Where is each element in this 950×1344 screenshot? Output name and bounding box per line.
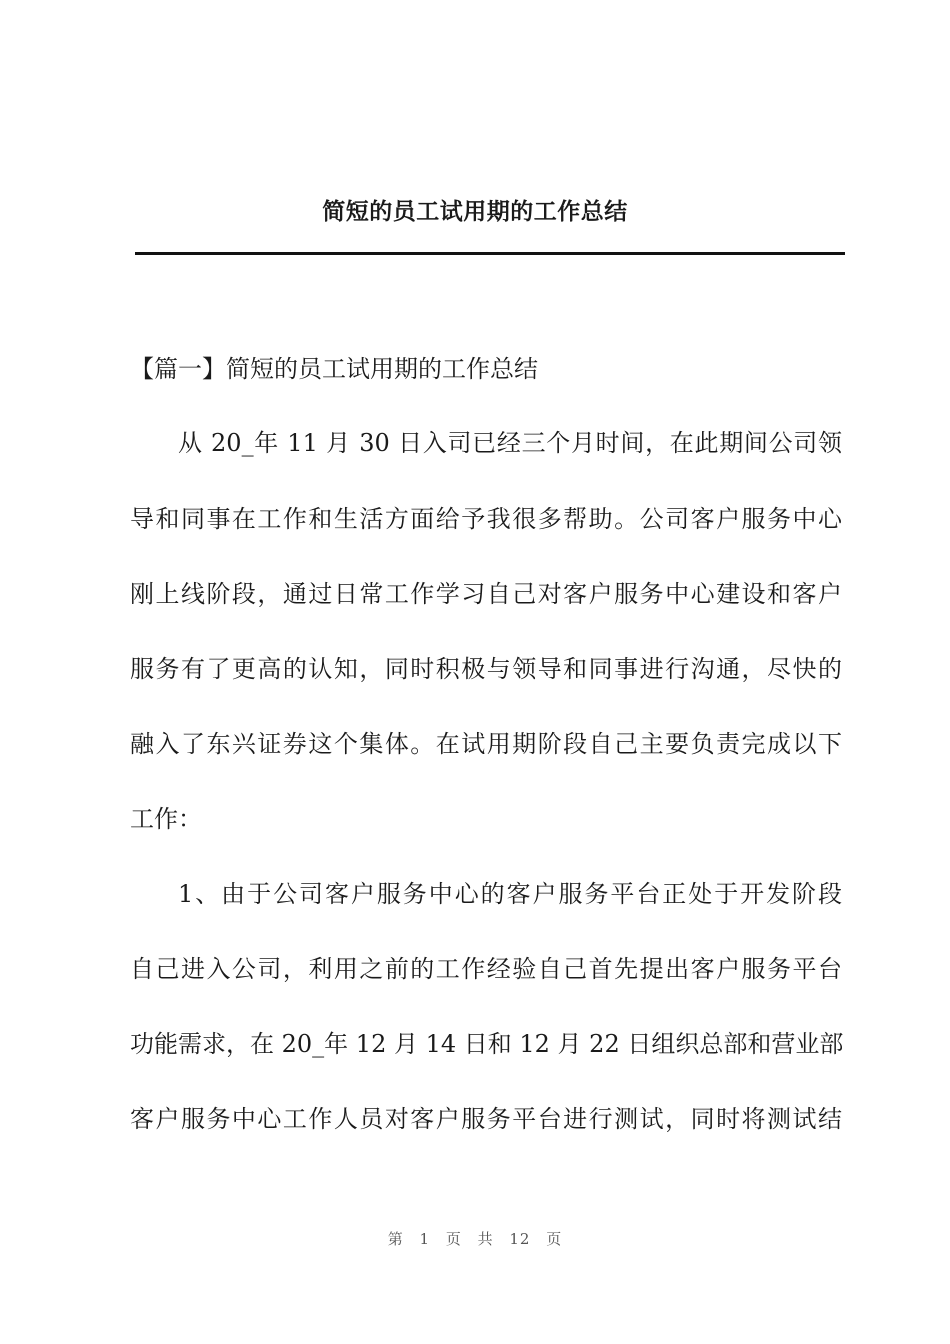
page-number-footer: 第 1 页 共 12 页 xyxy=(387,1230,563,1248)
paragraph-line-3: 刚上线阶段，通过日常工作学习自己对客户服务中心建设和客户 xyxy=(130,580,842,608)
paragraph-line-2: 导和同事在工作和生活方面给予我很多帮助。公司客户服务中心 xyxy=(130,505,842,533)
paragraph-line-1: 从 20_年 11 月 30 日入司已经三个月时间，在此期间公司领 xyxy=(178,429,842,457)
paragraph-line-5: 融入了东兴证券这个集体。在试用期阶段自己主要负责完成以下 xyxy=(130,730,842,758)
paragraph-line-4: 服务有了更高的认知，同时积极与领导和同事进行沟通，尽快的 xyxy=(130,655,842,683)
list-item-1-line-2: 自己进入公司，利用之前的工作经验自己首先提出客户服务平台 xyxy=(130,955,842,983)
document-title: 简短的员工试用期的工作总结 xyxy=(322,199,628,225)
paragraph-line-6: 工作： xyxy=(130,805,202,833)
list-item-1-line-3: 功能需求，在 20_年 12 月 14 日和 12 月 22 日组织总部和营业部 xyxy=(130,1030,844,1058)
section-heading: 【篇一】简短的员工试用期的工作总结 xyxy=(130,355,538,383)
title-divider xyxy=(135,252,845,255)
list-item-1-line-1: 1、由于公司客户服务中心的客户服务平台正处于开发阶段 xyxy=(178,880,842,908)
list-item-1-line-4: 客户服务中心工作人员对客户服务平台进行测试，同时将测试结 xyxy=(130,1105,842,1133)
